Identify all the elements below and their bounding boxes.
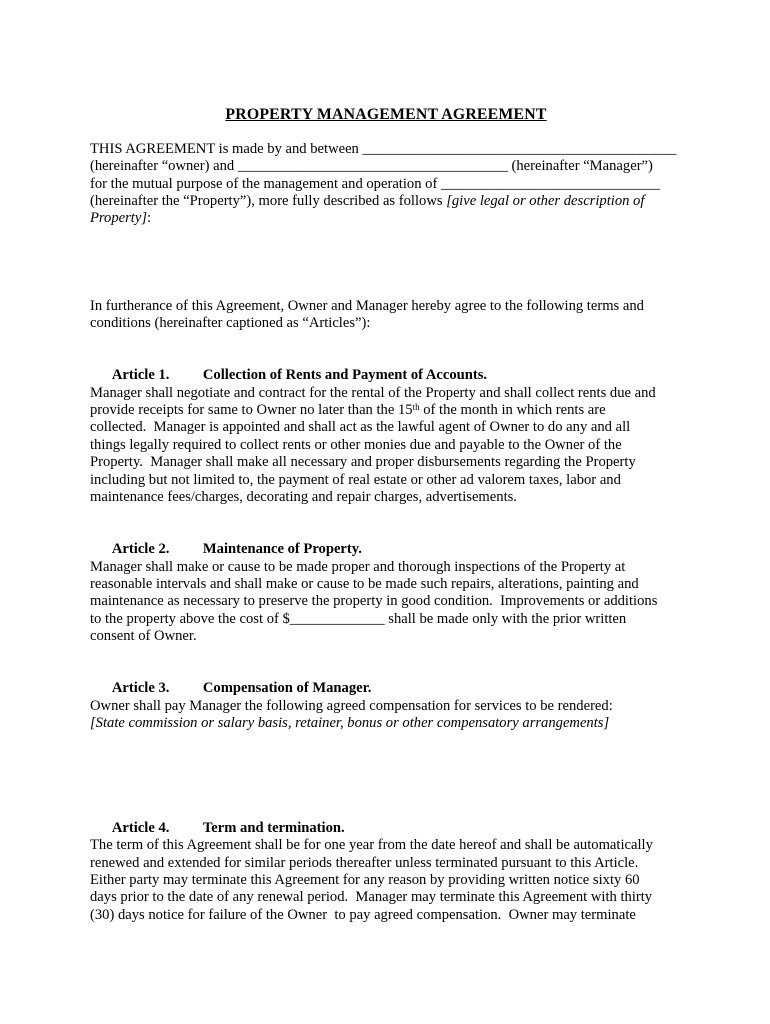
text-line: including but not limited to, the payment of real estate or other ad valorem taxes, labor and (90, 471, 621, 488)
text-line: days prior to the date of any renewal period. Manager may terminate this Agreement with thirty (90, 889, 653, 906)
text-line: maintenance fees/charges, decorating and repair charges, advertisements. (90, 489, 517, 505)
article-2-heading (90, 524, 682, 558)
text-line: things legally required to collect rents or other monies due and payable to the Owner of the (90, 436, 622, 453)
article-4-body (90, 837, 682, 924)
article-3-number: Article 3. (111, 680, 170, 697)
text-line: provide receipts for same to Owner no later than the 15th of the month in which rents are (90, 401, 606, 418)
text-line: to the property above the cost of $_____________ shall be made only with the prior written (90, 610, 627, 627)
text-line: maintenance as necessary to preserve the property in good condition. Improvements or additions (90, 593, 658, 610)
intro-paragraph (90, 141, 682, 228)
furtherance-paragraph (90, 298, 682, 333)
text-line: collected. Manager is appointed and shall act as the lawful agent of Owner to do any and all (90, 419, 631, 436)
text-line: [State commission or salary basis, retainer, bonus or other compensatory arrangements] (90, 715, 610, 732)
article-3-body (90, 698, 682, 733)
text-line: renewed and extended for similar periods thereafter unless terminated pursuant to this Article. (90, 854, 639, 871)
text-line: The term of this Agreement shall be for one year from the date hereof and shall be automatically (90, 837, 653, 854)
text-line: (hereinafter “owner) and _____________________________________ (hereinafter “Manager”) (90, 158, 653, 175)
text-line: conditions (hereinafter captioned as “Articles”): (90, 314, 371, 331)
text-line: Either party may terminate this Agreement for any reason by providing written notice sixty 60 (90, 871, 640, 888)
text-line: Property. Manager shall make all necessary and proper disbursements regarding the Property (90, 454, 636, 471)
article-3-title: Compensation of Manager. (202, 680, 372, 697)
article-1-heading (90, 350, 682, 384)
text-line: In furtherance of this Agreement, Owner and Manager hereby agree to the following terms and (90, 297, 644, 314)
text-line: reasonable intervals and shall make or cause to be made such repairs, alterations, painting and (90, 576, 639, 593)
text-line: THIS AGREEMENT is made by and between ___________________________________________ (90, 140, 677, 157)
text-line: Manager shall make or cause to be made proper and thorough inspections of the Property at (90, 558, 626, 575)
text-line: (30) days notice for failure of the Owner to pay agreed compensation. Owner may terminate (90, 906, 636, 923)
article-2-number: Article 2. (111, 541, 170, 558)
text-line: consent of Owner. (90, 628, 197, 645)
text-line: Manager shall negotiate and contract for the rental of the Property and shall collect rents due and (90, 384, 656, 401)
article-3-heading (90, 663, 682, 697)
document-body (90, 106, 682, 924)
article-4-heading (90, 802, 682, 836)
article-1-title: Collection of Rents and Payment of Accounts. (202, 367, 488, 384)
text-line: Owner shall pay Manager the following agreed compensation for services to be rendered: (90, 697, 613, 714)
text-line: for the mutual purpose of the management and operation of ______________________________ (90, 175, 660, 192)
text-line: (hereinafter the “Property”), more fully described as follows [give legal or other description of (90, 193, 645, 210)
text-line: Property]: (90, 210, 152, 227)
article-2-title: Maintenance of Property. (202, 541, 362, 558)
article-1-number: Article 1. (111, 367, 170, 384)
article-2-body (90, 559, 682, 646)
document-title: PROPERTY MANAGEMENT AGREEMENT (225, 106, 547, 123)
article-1-body (90, 385, 682, 507)
article-4-title: Term and termination. (202, 819, 345, 836)
article-4-number: Article 4. (111, 819, 170, 836)
